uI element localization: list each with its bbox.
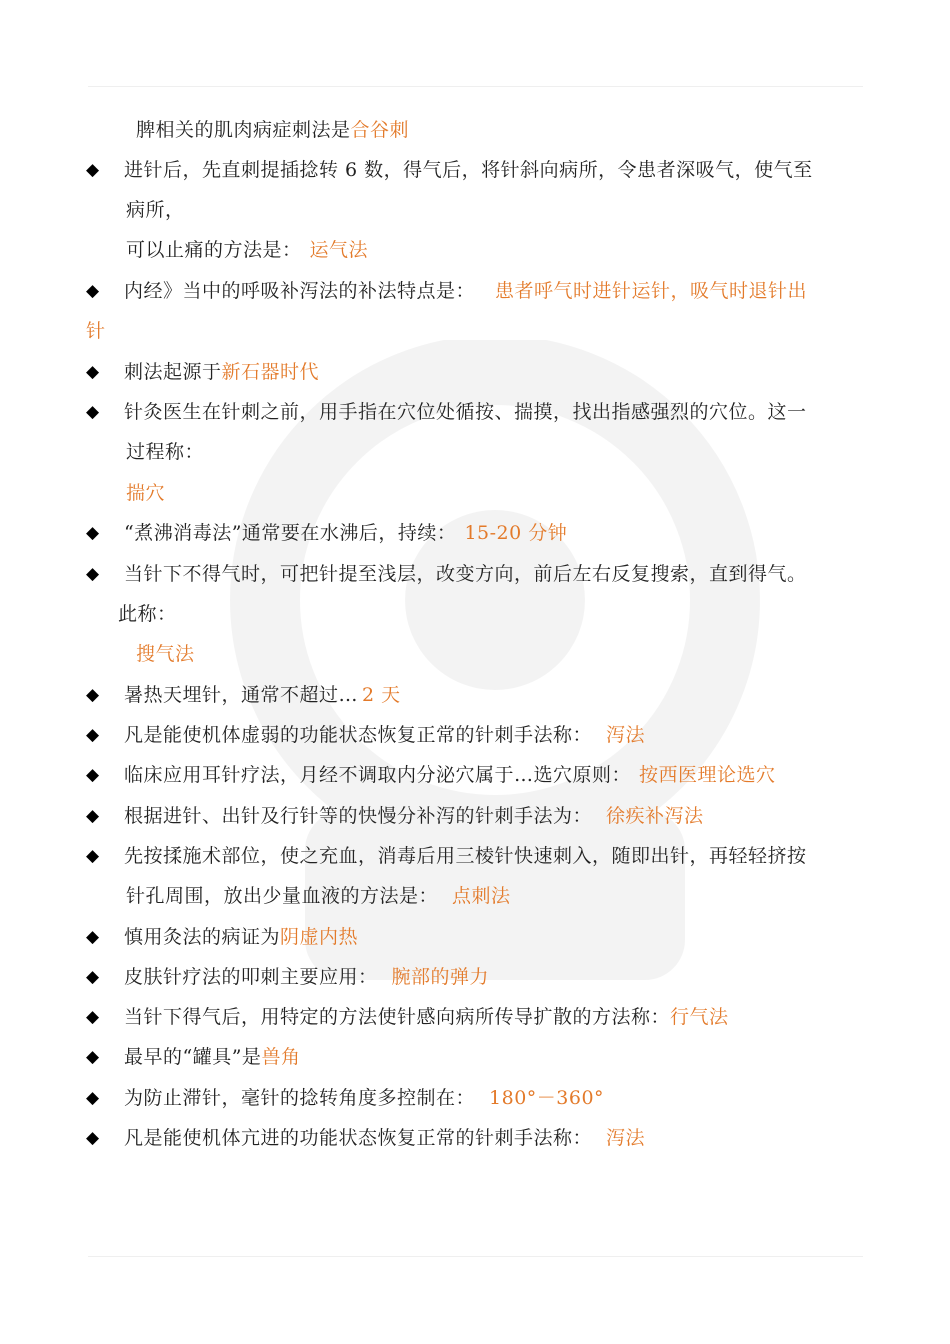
answer-text: 2 天 (362, 684, 401, 706)
qa-line: 为防止滞针，毫针的捻转角度多控制在： 180°－360° (124, 1087, 605, 1109)
answer-text: 患者呼气时进针运针，吸气时退针出 (495, 280, 808, 302)
answer-text: 阴虚内热 (280, 926, 359, 948)
bullet-icon: ◆ (86, 846, 100, 866)
qa-line: 内经》当中的呼吸补泻法的补法特点是： 患者呼气时进针运针，吸气时退针出 (124, 280, 808, 302)
qa-line: 根据进针、出针及行针等的快慢分补泻的针刺手法为： 徐疾补泻法 (124, 805, 704, 827)
qa-line: 针灸医生在针刺之前，用手指在穴位处循按、揣摸，找出指感强烈的穴位。这一 (124, 401, 807, 423)
qa-line: 先按揉施术部位，使之充血，消毒后用三棱针快速刺入，随即出针，再轻轻挤按 (124, 845, 807, 867)
bullet-icon: ◆ (86, 281, 100, 301)
bullet-icon: ◆ (86, 967, 100, 987)
qa-line: 暑热天埋针，通常不超过… 2 天 (124, 684, 401, 706)
qa-line: “煮沸消毒法”通常要在水沸后，持续： 15-20 分钟 (124, 522, 568, 544)
bullet-icon: ◆ (86, 564, 100, 584)
qa-line: 皮肤针疗法的叩刺主要应用： 腕部的弹力 (124, 966, 490, 988)
bullet-icon: ◆ (86, 685, 100, 705)
bullet-icon: ◆ (86, 806, 100, 826)
qa-line: 过程称： (126, 441, 205, 463)
bullet-icon: ◆ (86, 523, 100, 543)
answer-text: 新石器时代 (221, 361, 320, 383)
qa-line: 此称： (118, 603, 177, 625)
qa-line: 临床应用耳针疗法，月经不调取内分泌穴属于…选穴原则： 按西医理论选穴 (124, 764, 776, 786)
bullet-icon: ◆ (86, 765, 100, 785)
qa-line (136, 642, 195, 666)
bullet-icon: ◆ (86, 927, 100, 947)
answer-text: 腕部的弹力 (391, 966, 490, 988)
answer-text: 搜气法 (136, 643, 195, 665)
qa-line: 凡是能使机体亢进的功能状态恢复正常的针刺手法称： 泻法 (124, 1127, 646, 1149)
answer-text: 行气法 (670, 1006, 729, 1028)
footer-rule (88, 1256, 863, 1257)
answer-text: 合谷刺 (350, 119, 410, 141)
answer-text: 兽角 (261, 1046, 301, 1068)
bullet-icon: ◆ (86, 725, 100, 745)
answer-text: 针 (86, 320, 106, 342)
answer-text: 泻法 (606, 724, 646, 746)
answer-text: 180°－360° (489, 1087, 605, 1109)
answer-text: 泻法 (606, 1127, 646, 1149)
qa-line: 慎用灸法的病证为阴虚内热 (124, 926, 359, 948)
qa-line: 当针下得气后，用特定的方法使针感向病所传导扩散的方法称：行气法 (124, 1006, 729, 1028)
qa-line: 当针下不得气时，可把针提至浅层，改变方向，前后左右反复搜索，直到得气。 (124, 563, 807, 585)
bullet-icon: ◆ (86, 1088, 100, 1108)
answer-text: 按西医理论选穴 (639, 764, 776, 786)
answer-text: 运气法 (309, 239, 369, 261)
qa-line: 病所， (126, 199, 185, 221)
answer-text: 揣穴 (126, 482, 166, 504)
answer-text: 点刺法 (452, 885, 511, 907)
qa-line: 刺法起源于新石器时代 (124, 361, 320, 383)
bullet-icon: ◆ (86, 1047, 100, 1067)
answer-text: 徐疾补泻法 (606, 805, 704, 827)
bullet-icon: ◆ (86, 362, 100, 382)
bullet-icon: ◆ (86, 1007, 100, 1027)
qa-line: 脾相关的肌肉病症刺法是合谷刺 (136, 119, 410, 141)
qa-line: 针孔周围，放出少量血液的方法是： 点刺法 (126, 885, 511, 907)
header-rule (88, 86, 863, 87)
qa-line (126, 481, 165, 505)
answer-text: 15-20 分钟 (464, 522, 568, 544)
qa-line: 可以止痛的方法是： 运气法 (126, 239, 369, 261)
qa-line: 凡是能使机体虚弱的功能状态恢复正常的针刺手法称： 泻法 (124, 724, 646, 746)
bullet-icon: ◆ (86, 1128, 100, 1148)
qa-line: 进针后，先直刺提插捻转 6 数，得气后，将针斜向病所，令患者深吸气，使气至 (124, 159, 813, 181)
qa-line: 最早的“罐具”是兽角 (124, 1046, 301, 1068)
bullet-icon: ◆ (86, 402, 100, 422)
bullet-icon: ◆ (86, 160, 100, 180)
qa-line (86, 319, 106, 343)
